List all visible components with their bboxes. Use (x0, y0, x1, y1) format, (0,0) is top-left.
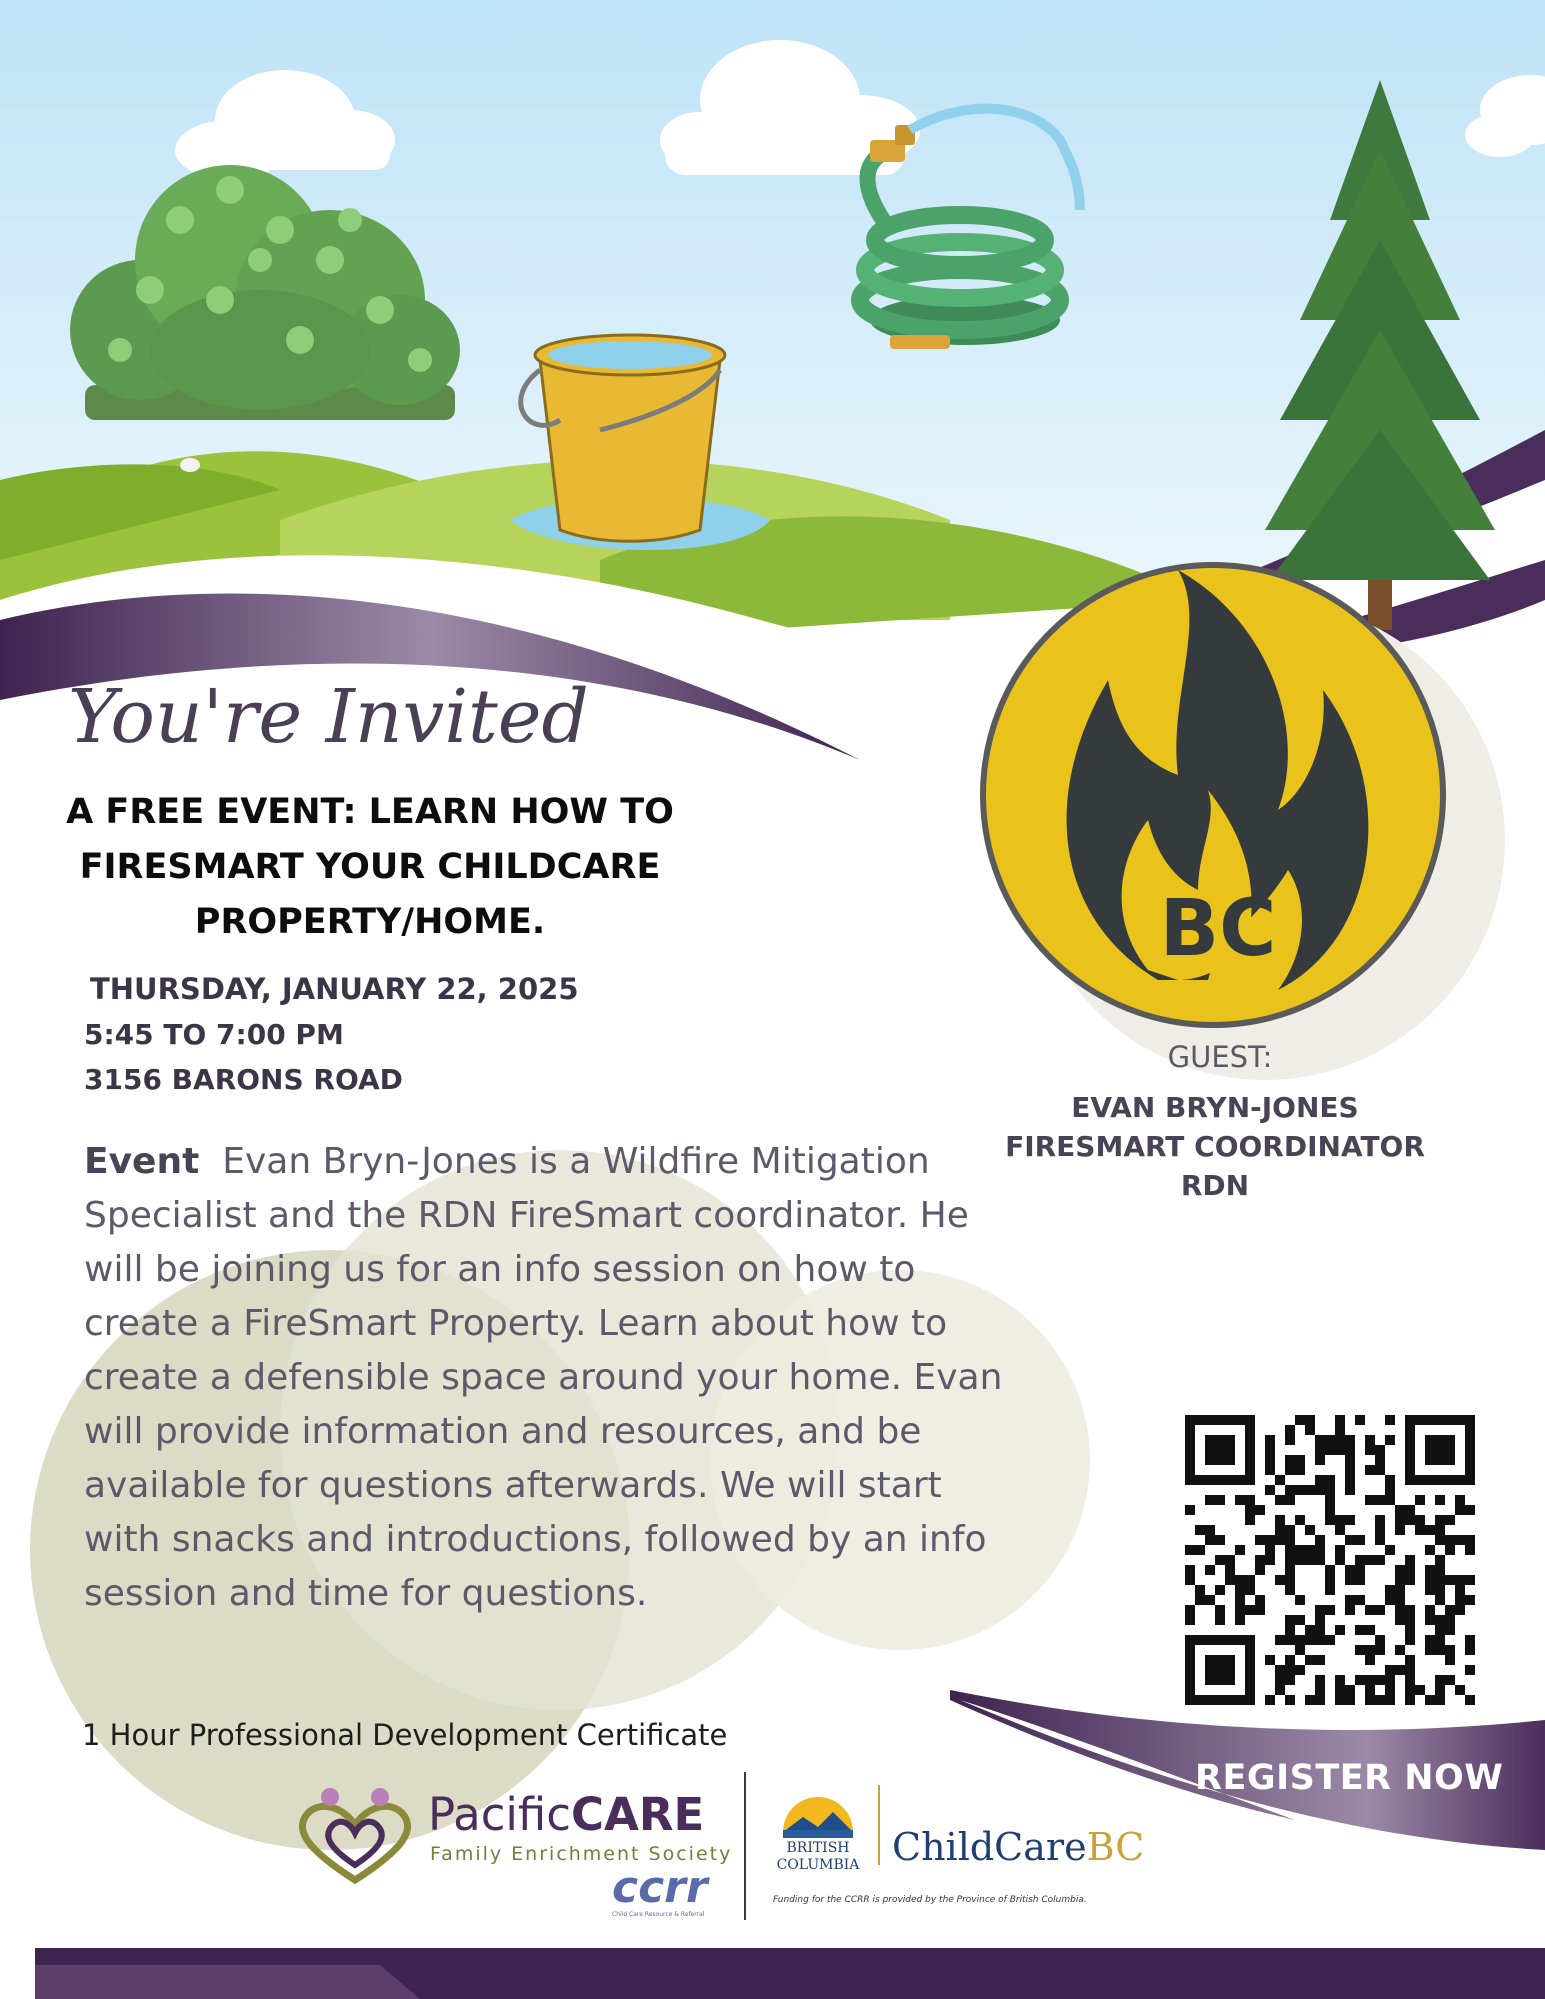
funding-note: Funding for the CCRR is provided by the Province of British Columbia. (773, 1895, 1087, 1905)
event-time: 5:45 TO 7:00 PM (84, 1018, 344, 1051)
badge-text: BC (1159, 884, 1277, 974)
firesmart-bc-badge (978, 560, 1448, 1030)
childcarebc-logo (892, 1825, 1144, 1869)
event-description-text: Evan Bryn-Jones is a Wildfire Mitigation Specialist and the RDN FireSmart coordinator. He will be joining us for an info session on how to create a FireSmart Property. Learn about how to create a defensible space around your home. Evan will provide information and resources, and be available for questions afterwards. We will start with snacks and introductions, followed by an info session and time for questions. (84, 1141, 1003, 1614)
bc-divider (878, 1785, 880, 1865)
registration-qr-code[interactable] (1175, 1400, 1485, 1720)
british-columbia-logo (768, 1840, 868, 1874)
childcarebc-part1: ChildCare (892, 1825, 1087, 1869)
pacificcare-logo-part1: Pacific (428, 1788, 572, 1841)
guest-label: GUEST: (1167, 1040, 1273, 1074)
register-now-button[interactable]: REGISTER NOW (1195, 1758, 1504, 1798)
guest-info (990, 1088, 1440, 1205)
certificate-note: 1 Hour Professional Development Certificate (82, 1718, 728, 1752)
guest-title: FIRESMART COORDINATOR (1005, 1130, 1425, 1163)
event-lead: Event (84, 1141, 200, 1182)
qr-code-icon (1175, 1400, 1485, 1720)
bc-logo-line2: COLUMBIA (776, 1857, 860, 1873)
bc-logo-line1: BRITISH (786, 1840, 850, 1856)
pacificcare-heart-logo-icon (288, 1785, 423, 1885)
pacificcare-logo-part2: CARE (571, 1788, 705, 1841)
british-columbia-sun-logo-icon (778, 1782, 858, 1842)
event-description (84, 1135, 1014, 1621)
pacificcare-logo (428, 1790, 704, 1840)
headline-line-3: PROPERTY/HOME. (194, 902, 546, 942)
ccrr-logo: ccrr (612, 1862, 708, 1913)
event-headline (40, 785, 700, 950)
headline-line-2: FIRESMART YOUR CHILDCARE (79, 847, 661, 887)
guest-org: RDN (1180, 1169, 1250, 1202)
logo-divider (744, 1772, 746, 1920)
headline-line-1: A FREE EVENT: LEARN HOW TO (66, 792, 674, 832)
pacificcare-subtitle: Family Enrichment Society (430, 1843, 733, 1865)
ccrr-subtitle: Child Care Resource & Referral (612, 1911, 705, 1918)
event-date: THURSDAY, JANUARY 22, 2025 (90, 972, 579, 1006)
event-address: 3156 BARONS ROAD (84, 1063, 403, 1096)
invite-script-heading: You're Invited (68, 674, 589, 760)
childcarebc-part2: BC (1086, 1825, 1145, 1869)
guest-name: EVAN BRYN-JONES (1071, 1091, 1359, 1124)
